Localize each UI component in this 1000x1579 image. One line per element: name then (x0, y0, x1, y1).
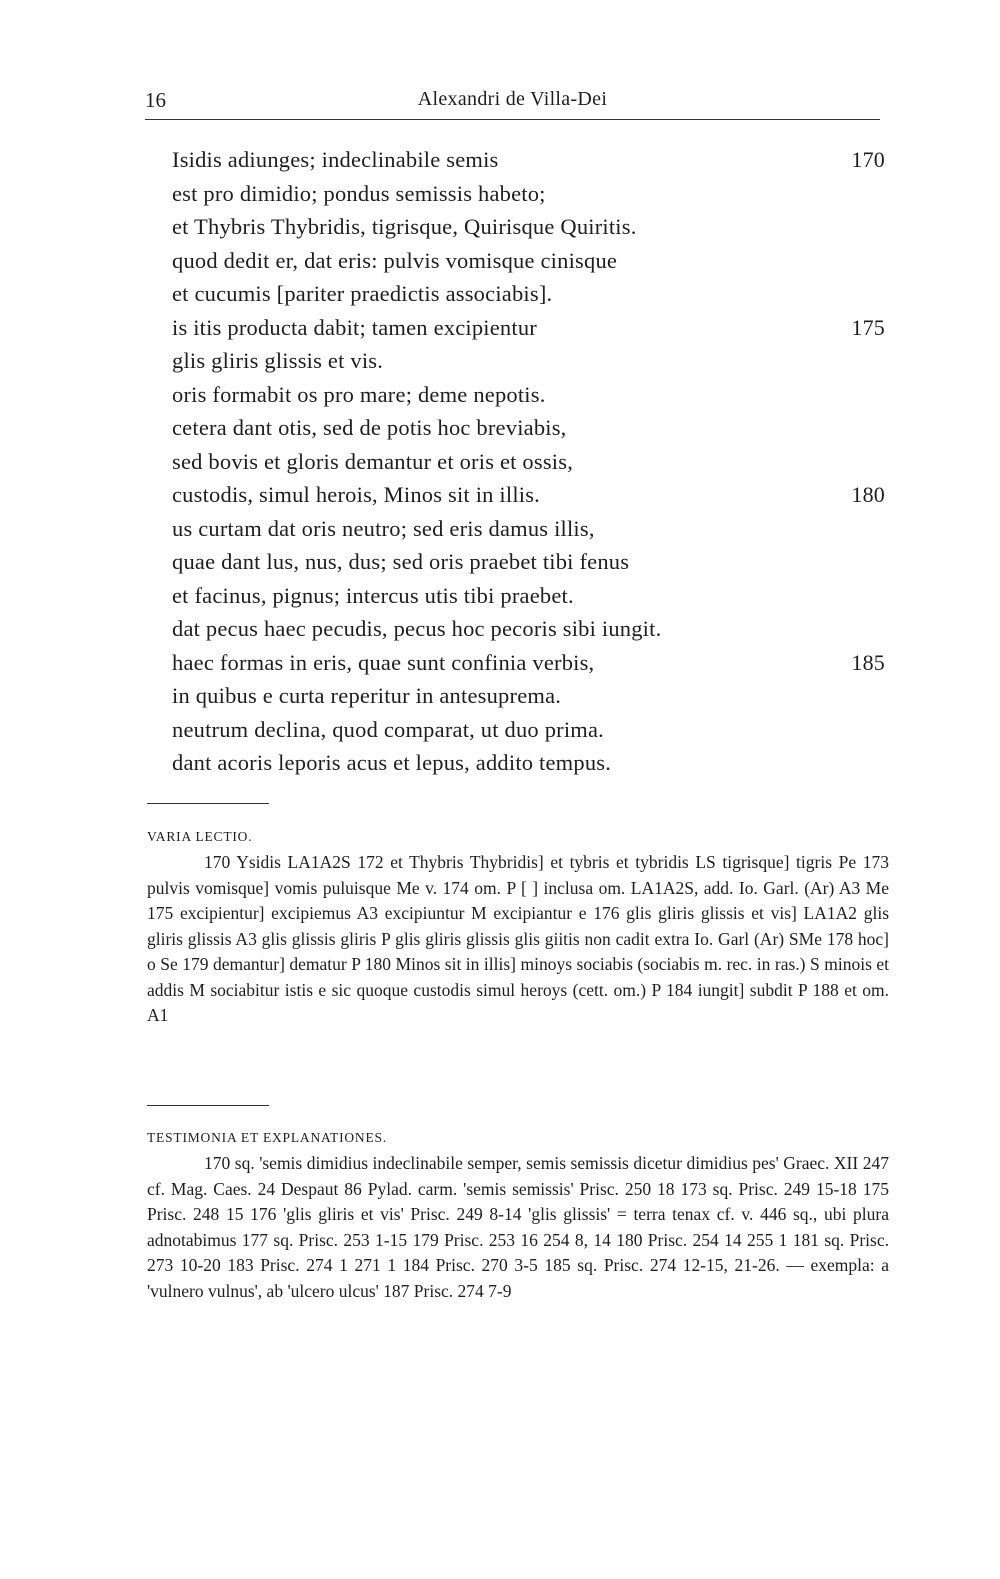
verse-number: 185 (851, 649, 885, 675)
verse-text: est pro dimidio; pondus semissis habeto; (172, 180, 546, 206)
verse-line (172, 612, 892, 646)
verse-text: dant acoris leporis acus et lepus, addito tempus. (172, 750, 612, 775)
verse-line (172, 411, 892, 445)
testimonia-heading: TESTIMONIA ET EXPLANATIONES. (147, 1130, 388, 1145)
varia-lectio-heading: VARIA LECTIO. (147, 829, 253, 844)
verse-text: sed bovis et gloris demantur et oris et ossis, (172, 448, 574, 474)
verse-text: haec formas in eris, quae sunt confinia verbis, (172, 649, 595, 675)
header-rule (145, 119, 880, 120)
verse-text: glis gliris glissis et vis. (172, 348, 384, 373)
footnote-divider-1 (147, 803, 269, 804)
page-header (145, 88, 880, 120)
verse-text: cetera dant otis, sed de potis hoc breviabis, (172, 415, 567, 440)
verse-text: neutrum declina, quod comparat, ut duo prima. (172, 716, 605, 742)
verse-number: 175 (851, 314, 885, 340)
verse-line (172, 177, 892, 211)
verse-text: us curtam dat oris neutro; sed eris damus illis, (172, 515, 595, 541)
varia-lectio-text: 170 Ysidis LA1A2S 172 et Thybris Thybridis] et tybris et tybridis LS tigrisque] tigris Pe 173 pulvis vomisque] vomis puluisque Me v. 174 om. P [ ] inclusa om. LA1A2S, add. Io. Garl. (Ar) A3 Me 175 excipientur] excipiemus A3 excipiuntur M excipiantur e 176 glis gliris glissis et vis] LA1A2 glis gliris glissis A3 glis glissis gliris P glis gliris glissis glis giitis non cadit extra Io. Garl (Ar) SMe 178 hoc] o Se 179 demantur] dematur P 180 Minos sit in illis] minoys sociabis (sociabis m. rec. in ras.) S minois et addis M sociabitur istis e sic quoque custodis simul heroys (cett. om.) P 184 iungit] subdit P 188 et om. A1 (147, 852, 889, 1025)
verse-text: et cucumis [pariter praedictis associabis]. (172, 281, 553, 306)
verse-text: oris formabit os pro mare; deme nepotis. (172, 381, 546, 407)
verse-line (172, 445, 892, 479)
testimonia-text: 170 sq. 'semis dimidius indeclinabile semper, semis semissis dicetur dimidius pes' Graec. XII 247 cf. Mag. Caes. 24 Despaut 86 Pylad. carm. 'semis semissis' Prisc. 250 18 173 sq. Prisc. 249 15-18 175 Prisc. 248 15 176 'glis gliris et vis' Prisc. 249 8-14 'glis glissis' = terra tenax cf. v. 446 sq., ubi plura adnotabimus 177 sq. Prisc. 253 1-15 179 Prisc. 253 16 254 8, 14 180 Prisc. 254 14 255 1 181 sq. Prisc. 273 10-20 183 Prisc. 274 1 271 1 184 Prisc. 270 3-5 185 sq. Prisc. 274 12-15, 21-26. — exempla: a 'vulnero vulnus', ab 'ulcero ulcus' 187 Prisc. 274 7-9 (147, 1153, 889, 1301)
verse-line (172, 713, 892, 747)
verse-number: 180 (851, 482, 885, 507)
verse-text: et Thybris Thybridis, tigrisque, Quirisque Quiritis. (172, 214, 637, 239)
page-number: 16 (145, 88, 166, 112)
verse-line (172, 277, 892, 311)
verse-number: 170 (851, 147, 885, 172)
verse-line (172, 210, 892, 244)
verse-line (172, 679, 892, 713)
verse-line (172, 378, 892, 412)
verse-line (172, 646, 892, 680)
verse-block (172, 143, 892, 780)
verse-text: custodis, simul herois, Minos sit in illis. (172, 482, 541, 507)
verse-line (172, 478, 892, 512)
verse-text: quod dedit er, dat eris: pulvis vomisque cinisque (172, 247, 618, 273)
footnote-divider-2 (147, 1105, 269, 1106)
verse-text: dat pecus haec pecudis, pecus hoc pecoris sibi iungit. (172, 616, 662, 641)
verse-line (172, 512, 892, 546)
verse-text: is itis producta dabit; tamen excipientur (172, 314, 537, 340)
verse-line (172, 143, 892, 177)
verse-line (172, 545, 892, 579)
testimonia-section (147, 1127, 889, 1304)
running-head: Alexandri de Villa-Dei (417, 88, 608, 110)
verse-line (172, 579, 892, 613)
verse-line (172, 746, 892, 780)
verse-line (172, 311, 892, 345)
verse-text: in quibus e curta reperitur in antesuprema. (172, 683, 562, 708)
verse-text: Isidis adiunges; indeclinabile semis (172, 147, 499, 172)
verse-text: quae dant lus, nus, dus; sed oris praebet tibi fenus (172, 549, 630, 574)
verse-line (172, 244, 892, 278)
varia-lectio-section (147, 826, 889, 1029)
verse-text: et facinus, pignus; intercus utis tibi praebet. (172, 582, 574, 608)
verse-line (172, 344, 892, 378)
